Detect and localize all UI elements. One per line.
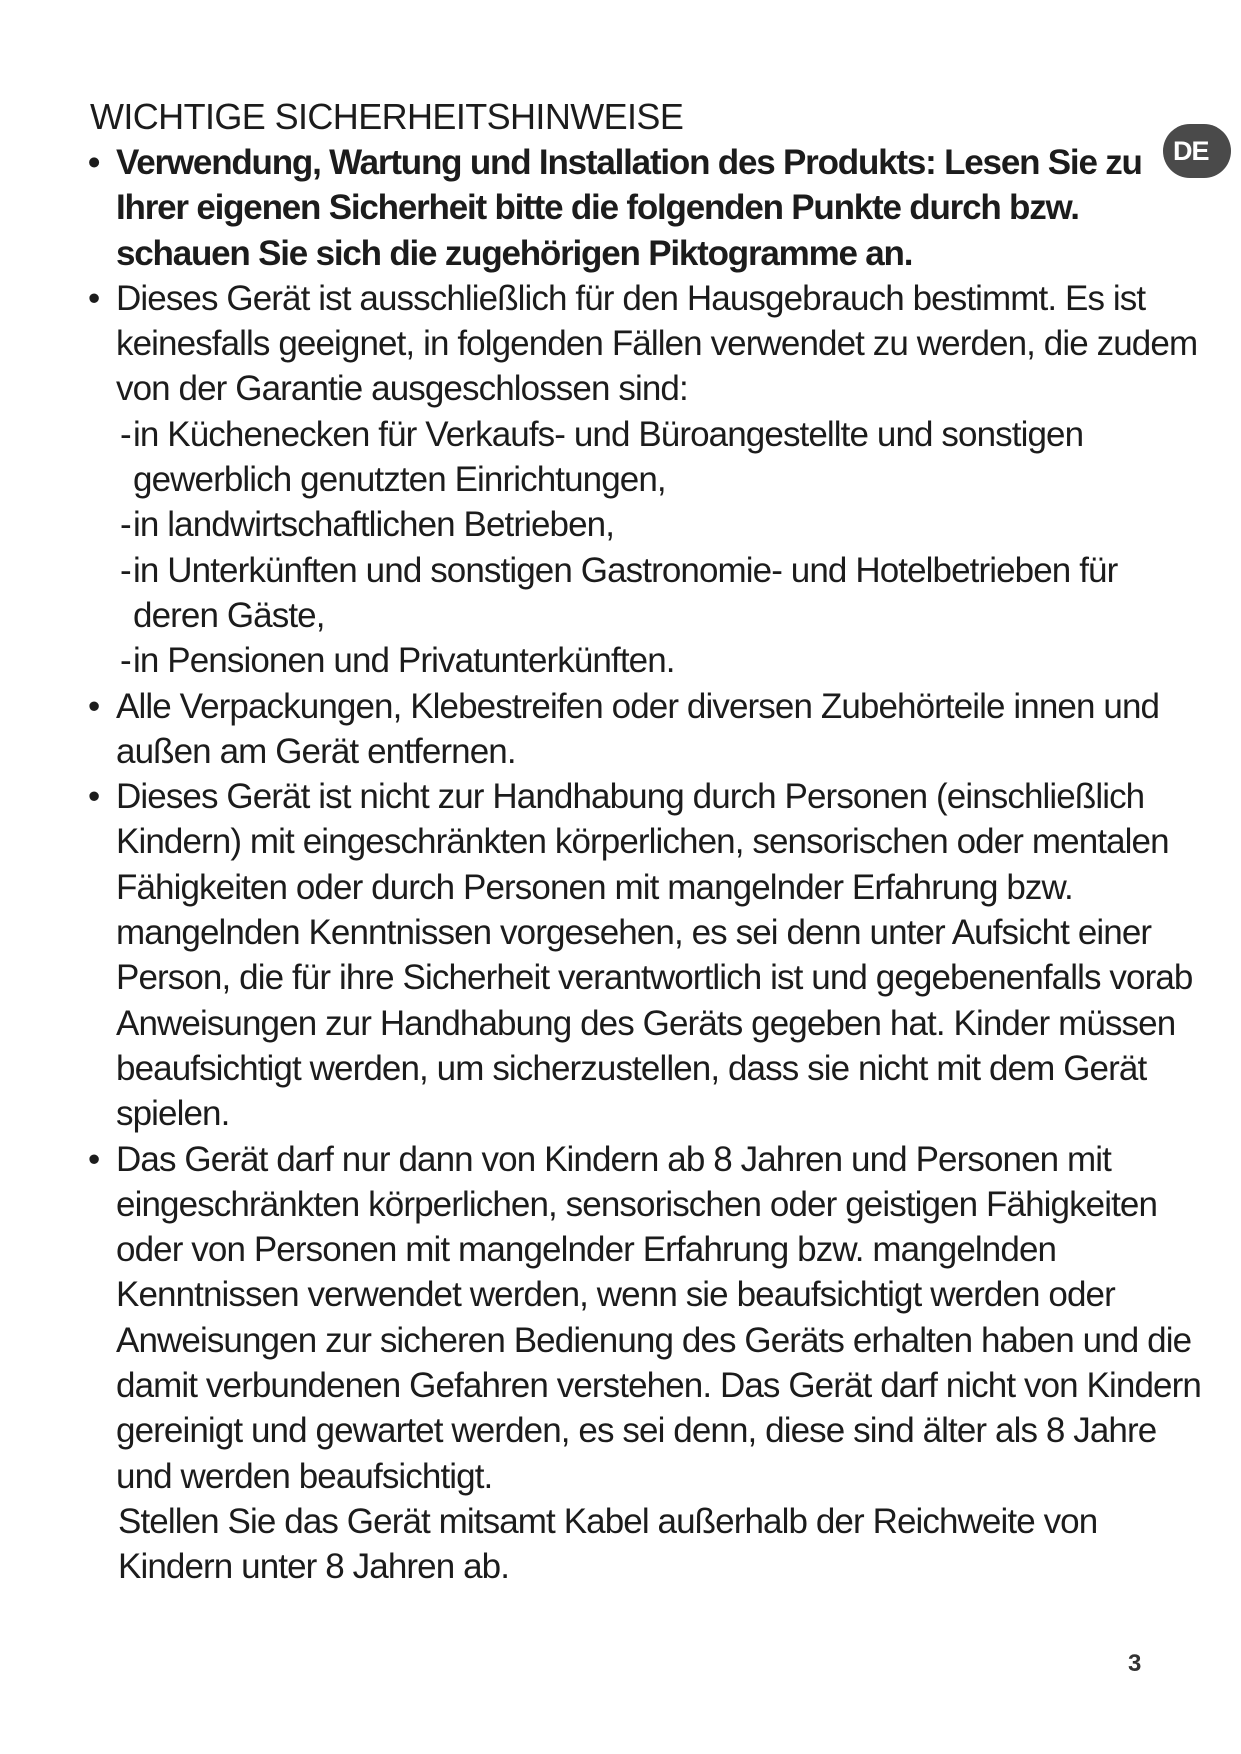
household-bullet-text: • Dieses Gerät ist ausschließlich für den Hausgebrauch bestimmt. Es ist keinesfalls geeignet, in folgenden Fällen verwendet zu werden, die zudem von der Garantie ausgeschlossen sind:	[116, 278, 1198, 409]
exclusion-item: - in Pensionen und Privatunterkünften.	[116, 638, 1210, 683]
persons-bullet-text: • Dieses Gerät ist nicht zur Handhabung durch Personen (einschließlich Kindern) mit eingeschränkten körperlichen, sensorischen oder mentalen Fähigkeiten oder durch Personen mit mangelnder Erfahrung bzw. mangelnden Kenntnissen vorgesehen, es sei denn unter Aufsicht einer Person, die für ihre Sicherheit verantwortlich ist und gegebenenfalls vorab Anweisungen zur Handhabung des Geräts gegeben hat. Kinder müssen beaufsichtigt werden, um sicherzustellen, dass sie nicht mit dem Gerät spielen.	[116, 777, 1193, 1134]
packaging-bullet	[90, 684, 1210, 775]
safety-instructions	[90, 94, 1210, 1590]
intro-bullet	[90, 140, 1210, 276]
language-badge: DE	[1163, 124, 1231, 178]
intro-bullet-text: • Verwendung, Wartung und Installation des Produkts: Lesen Sie zu Ihrer eigenen Sicherheit bitte die folgenden Punkte durch bzw. schauen Sie sich die zugehörigen Piktogramme an.	[116, 143, 1142, 273]
storage-paragraph: Stellen Sie das Gerät mitsamt Kabel außerhalb der Reichweite von Kindern unter 8 Jahren ab.	[118, 1501, 1098, 1587]
persons-bullet	[90, 774, 1210, 1136]
exclusion-item: - in Unterkünften und sonstigen Gastronomie- und Hotelbetrieben für deren Gäste,	[116, 548, 1210, 639]
exclusion-item: - in Küchenecken für Verkaufs- und Büroangestellte und sonstigen gewerblich genutzten Einrichtungen,	[116, 412, 1210, 503]
exclusions-list	[116, 412, 1210, 684]
household-bullet	[90, 276, 1210, 684]
exclusion-item: - in landwirtschaftlichen Betrieben,	[116, 502, 1210, 547]
page-number: 3	[1128, 1650, 1142, 1677]
page-title: WICHTIGE SICHERHEITSHINWEISE	[90, 96, 684, 137]
packaging-bullet-text: • Alle Verpackungen, Klebestreifen oder diversen Zubehörteile innen und außen am Gerät entfernen.	[116, 686, 1160, 771]
children-bullet	[90, 1137, 1210, 1499]
children-bullet-text: • Das Gerät darf nur dann von Kindern ab 8 Jahren und Personen mit eingeschränkten körperlichen, sensorischen oder geistigen Fähigkeiten oder von Personen mit mangelnder Erfahrung bzw. mangelnden Kenntnissen verwendet werden, wenn sie beaufsichtigt werden oder Anweisungen zur sicheren Bedienung des Geräts erhalten haben und die damit verbundenen Gefahren verstehen. Das Gerät darf nicht von Kindern gereinigt und gewartet werden, es sei denn, diese sind älter als 8 Jahre und werden beaufsichtigt.	[116, 1139, 1201, 1496]
